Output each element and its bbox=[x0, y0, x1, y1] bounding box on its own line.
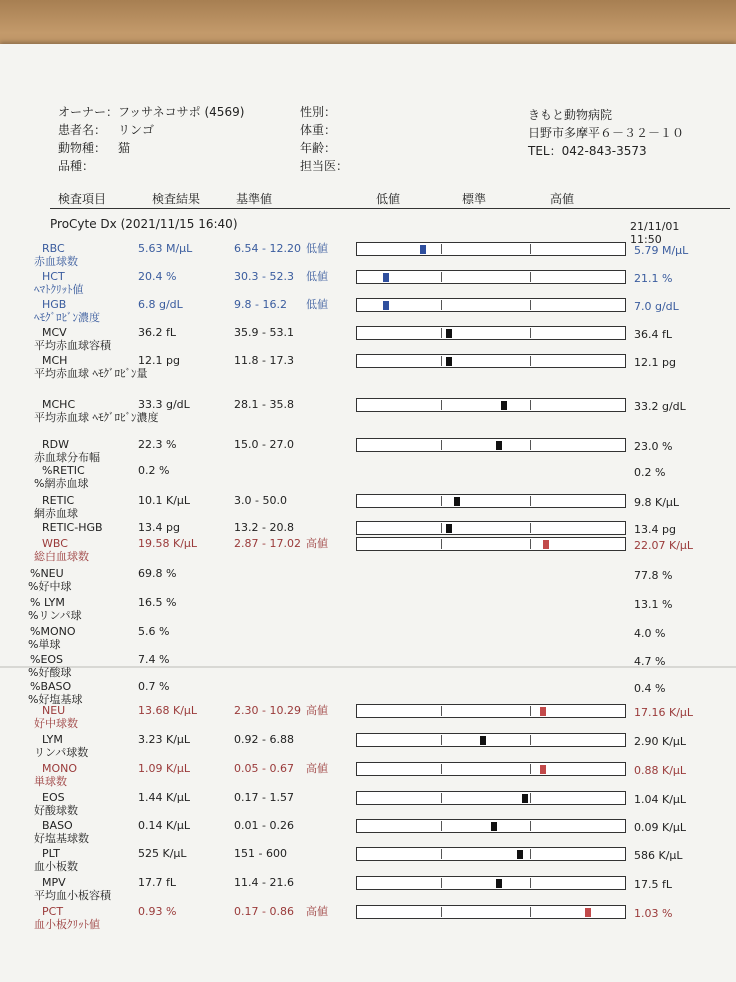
test-result: 16.5 % bbox=[138, 596, 177, 609]
result-marker bbox=[501, 401, 507, 410]
test-result: 20.4 % bbox=[138, 270, 177, 283]
previous-time: 11:50 bbox=[630, 233, 662, 246]
header-rule bbox=[50, 208, 730, 209]
test-name-jp: 平均血小板容積 bbox=[34, 889, 111, 902]
reference-range: 2.87 - 17.02 bbox=[234, 537, 301, 550]
range-tick bbox=[441, 272, 442, 282]
range-tick bbox=[530, 735, 531, 745]
test-name-jp: 好酸球数 bbox=[34, 804, 78, 817]
result-marker bbox=[585, 908, 591, 917]
range-tick bbox=[441, 300, 442, 310]
range-tick bbox=[530, 539, 531, 549]
range-tick bbox=[441, 821, 442, 831]
test-result: 22.3 % bbox=[138, 438, 177, 451]
range-tick bbox=[441, 907, 442, 917]
result-marker bbox=[446, 329, 452, 338]
range-tick bbox=[530, 496, 531, 506]
result-marker bbox=[496, 441, 502, 450]
range-tick bbox=[441, 400, 442, 410]
patient-value: リンゴ bbox=[118, 123, 155, 137]
test-result: 1.09 K/μL bbox=[138, 762, 191, 775]
clinic-name: きもと動物病院 bbox=[528, 108, 613, 122]
abnormal-flag: 高値 bbox=[306, 905, 328, 918]
test-result: 10.1 K/μL bbox=[138, 494, 191, 507]
test-name: MONO bbox=[42, 762, 78, 775]
species-value: 猫 bbox=[118, 141, 131, 155]
range-tick bbox=[441, 878, 442, 888]
range-bar bbox=[356, 354, 626, 368]
range-tick bbox=[441, 706, 442, 716]
reference-range: 35.9 - 53.1 bbox=[234, 326, 294, 339]
test-name-jp: %単球 bbox=[28, 638, 61, 651]
range-bar bbox=[356, 438, 626, 452]
range-tick bbox=[441, 496, 442, 506]
test-name: MCHC bbox=[42, 398, 76, 411]
test-name-jp: 好塩基球数 bbox=[34, 832, 89, 845]
range-bar bbox=[356, 326, 626, 340]
test-name-jp: 網赤血球 bbox=[34, 507, 78, 520]
test-name-jp: 平均赤血球 ﾍﾓｸﾞﾛﾋﾞﾝ量 bbox=[34, 367, 148, 380]
reference-range: 0.92 - 6.88 bbox=[234, 733, 294, 746]
range-bar bbox=[356, 819, 626, 833]
previous-result: 21.1 % bbox=[634, 272, 673, 285]
range-tick bbox=[530, 821, 531, 831]
range-bar bbox=[356, 298, 626, 312]
test-result: 3.23 K/μL bbox=[138, 733, 191, 746]
abnormal-flag: 低値 bbox=[306, 242, 328, 255]
test-name: LYM bbox=[42, 733, 63, 746]
test-result: 1.44 K/μL bbox=[138, 791, 191, 804]
test-result: 33.3 g/dL bbox=[138, 398, 190, 411]
range-tick bbox=[441, 440, 442, 450]
age-label: 年齢： bbox=[300, 141, 337, 155]
previous-date: 21/11/01 bbox=[630, 220, 680, 233]
result-marker bbox=[446, 357, 452, 366]
previous-result: 23.0 % bbox=[634, 440, 673, 453]
result-marker bbox=[454, 497, 460, 506]
reference-range: 6.54 - 12.20 bbox=[234, 242, 301, 255]
test-name-jp: %好酸球 bbox=[28, 666, 72, 679]
result-marker bbox=[543, 540, 549, 549]
previous-result: 7.0 g/dL bbox=[634, 300, 679, 313]
clinic-tel: TEL：042-843-3573 bbox=[528, 144, 647, 158]
test-name: HGB bbox=[42, 298, 67, 311]
range-tick bbox=[441, 764, 442, 774]
result-marker bbox=[491, 822, 497, 831]
test-name-jp: 血小板数 bbox=[34, 860, 78, 873]
range-tick bbox=[530, 878, 531, 888]
test-name: HCT bbox=[42, 270, 65, 283]
test-result: 5.63 M/μL bbox=[138, 242, 193, 255]
range-tick bbox=[530, 400, 531, 410]
range-tick bbox=[530, 300, 531, 310]
range-bar bbox=[356, 847, 626, 861]
range-tick bbox=[530, 523, 531, 533]
reference-range: 3.0 - 50.0 bbox=[234, 494, 287, 507]
result-marker bbox=[522, 794, 528, 803]
range-bar bbox=[356, 791, 626, 805]
reference-range: 9.8 - 16.2 bbox=[234, 298, 287, 311]
test-name: %EOS bbox=[30, 653, 64, 666]
range-bar bbox=[356, 876, 626, 890]
previous-result: 12.1 pg bbox=[634, 356, 676, 369]
test-name: RBC bbox=[42, 242, 65, 255]
range-bar bbox=[356, 270, 626, 284]
sex-label: 性別： bbox=[300, 105, 337, 119]
test-result: 19.58 K/μL bbox=[138, 537, 198, 550]
test-name-jp: 赤血球分布幅 bbox=[34, 451, 100, 464]
result-marker bbox=[517, 850, 523, 859]
test-result: 36.2 fL bbox=[138, 326, 176, 339]
test-name-jp: %好塩基球 bbox=[28, 693, 83, 706]
previous-result: 0.88 K/μL bbox=[634, 764, 687, 777]
previous-result: 1.04 K/μL bbox=[634, 793, 687, 806]
test-name: RETIC bbox=[42, 494, 75, 507]
previous-result: 17.16 K/μL bbox=[634, 706, 694, 719]
test-result: 17.7 fL bbox=[138, 876, 176, 889]
range-tick bbox=[530, 356, 531, 366]
test-name: RETIC-HGB bbox=[42, 521, 103, 534]
test-name: PLT bbox=[42, 847, 60, 860]
previous-result: 22.07 K/μL bbox=[634, 539, 694, 552]
col-high-header: 高値 bbox=[550, 192, 575, 206]
previous-result: 9.8 K/μL bbox=[634, 496, 680, 509]
test-name-jp: ﾍﾓｸﾞﾛﾋﾞﾝ濃度 bbox=[34, 311, 100, 324]
reference-range: 15.0 - 27.0 bbox=[234, 438, 294, 451]
range-tick bbox=[441, 793, 442, 803]
result-marker bbox=[383, 301, 389, 310]
owner-value: フッサネコサポ (4569) bbox=[118, 105, 245, 119]
previous-result: 4.7 % bbox=[634, 655, 666, 668]
test-name: MCH bbox=[42, 354, 68, 367]
previous-result: 13.4 pg bbox=[634, 523, 676, 536]
previous-result: 586 K/μL bbox=[634, 849, 683, 862]
range-bar bbox=[356, 733, 626, 747]
previous-result: 2.90 K/μL bbox=[634, 735, 687, 748]
test-name: %BASO bbox=[30, 680, 72, 693]
reference-range: 0.05 - 0.67 bbox=[234, 762, 294, 775]
test-result: 7.4 % bbox=[138, 653, 170, 666]
range-tick bbox=[530, 440, 531, 450]
range-tick bbox=[441, 244, 442, 254]
test-name: %MONO bbox=[30, 625, 76, 638]
result-marker bbox=[383, 273, 389, 282]
previous-result: 77.8 % bbox=[634, 569, 673, 582]
range-tick bbox=[441, 735, 442, 745]
instrument-line: ProCyte Dx (2021/11/15 16:40) bbox=[50, 217, 238, 231]
reference-range: 11.8 - 17.3 bbox=[234, 354, 294, 367]
previous-result: 13.1 % bbox=[634, 598, 673, 611]
range-tick bbox=[530, 764, 531, 774]
patient-label: 患者名： bbox=[58, 123, 107, 137]
test-name: MPV bbox=[42, 876, 66, 889]
reference-range: 11.4 - 21.6 bbox=[234, 876, 294, 889]
test-result: 13.68 K/μL bbox=[138, 704, 198, 717]
test-name: MCV bbox=[42, 326, 67, 339]
test-result: 13.4 pg bbox=[138, 521, 180, 534]
range-bar bbox=[356, 537, 626, 551]
result-marker bbox=[420, 245, 426, 254]
range-bar bbox=[356, 398, 626, 412]
abnormal-flag: 高値 bbox=[306, 762, 328, 775]
col-low-header: 低値 bbox=[376, 192, 401, 206]
test-result: 5.6 % bbox=[138, 625, 170, 638]
breed-label: 品種： bbox=[58, 159, 95, 173]
range-tick bbox=[530, 272, 531, 282]
col-reference-header: 基準値 bbox=[236, 192, 273, 206]
test-result: 0.2 % bbox=[138, 464, 170, 477]
test-name-jp: ﾍﾏﾄｸﾘｯﾄ値 bbox=[34, 283, 84, 296]
test-name: %NEU bbox=[30, 567, 64, 580]
range-tick bbox=[441, 523, 442, 533]
range-tick bbox=[530, 706, 531, 716]
test-result: 0.93 % bbox=[138, 905, 177, 918]
test-name: %RETIC bbox=[42, 464, 85, 477]
test-result: 6.8 g/dL bbox=[138, 298, 183, 311]
test-result: 12.1 pg bbox=[138, 354, 180, 367]
range-tick bbox=[441, 328, 442, 338]
previous-result: 33.2 g/dL bbox=[634, 400, 686, 413]
test-name-jp: リンパ球数 bbox=[34, 746, 89, 759]
result-marker bbox=[496, 879, 502, 888]
previous-result: 0.09 K/μL bbox=[634, 821, 687, 834]
weight-label: 体重： bbox=[300, 123, 337, 137]
test-name: WBC bbox=[42, 537, 68, 550]
reference-range: 0.17 - 0.86 bbox=[234, 905, 294, 918]
test-name-jp: 単球数 bbox=[34, 775, 67, 788]
test-name-jp: 総白血球数 bbox=[34, 550, 89, 563]
previous-result: 36.4 fL bbox=[634, 328, 672, 341]
reference-range: 151 - 600 bbox=[234, 847, 287, 860]
range-tick bbox=[441, 539, 442, 549]
test-result: 525 K/μL bbox=[138, 847, 187, 860]
col-result-header: 検査結果 bbox=[152, 192, 201, 206]
lab-report-sheet bbox=[0, 44, 736, 982]
abnormal-flag: 低値 bbox=[306, 298, 328, 311]
range-tick bbox=[530, 907, 531, 917]
result-marker bbox=[540, 707, 546, 716]
previous-result: 17.5 fL bbox=[634, 878, 672, 891]
previous-result: 0.4 % bbox=[634, 682, 666, 695]
previous-result: 5.79 M/μL bbox=[634, 244, 689, 257]
col-normal-header: 標準 bbox=[462, 192, 487, 206]
range-tick bbox=[530, 328, 531, 338]
previous-result: 4.0 % bbox=[634, 627, 666, 640]
test-result: 0.14 K/μL bbox=[138, 819, 191, 832]
range-bar bbox=[356, 905, 626, 919]
test-name-jp: %好中球 bbox=[28, 580, 72, 593]
range-bar bbox=[356, 762, 626, 776]
test-name-jp: 赤血球数 bbox=[34, 255, 78, 268]
test-name: RDW bbox=[42, 438, 69, 451]
previous-result: 1.03 % bbox=[634, 907, 673, 920]
range-bar bbox=[356, 242, 626, 256]
range-tick bbox=[441, 356, 442, 366]
reference-range: 2.30 - 10.29 bbox=[234, 704, 301, 717]
test-result: 69.8 % bbox=[138, 567, 177, 580]
range-tick bbox=[441, 849, 442, 859]
test-name-jp: 好中球数 bbox=[34, 717, 78, 730]
test-name: BASO bbox=[42, 819, 73, 832]
clinic-address: 日野市多摩平６－３２－１０ bbox=[528, 126, 685, 140]
range-tick bbox=[530, 793, 531, 803]
col-item-header: 検査項目 bbox=[58, 192, 107, 206]
test-name: PCT bbox=[42, 905, 64, 918]
test-name-jp: %網赤血球 bbox=[34, 477, 89, 490]
result-marker bbox=[480, 736, 486, 745]
reference-range: 0.17 - 1.57 bbox=[234, 791, 294, 804]
owner-label: オーナー： bbox=[58, 105, 119, 119]
range-bar bbox=[356, 521, 626, 535]
range-bar bbox=[356, 704, 626, 718]
reference-range: 0.01 - 0.26 bbox=[234, 819, 294, 832]
test-name: EOS bbox=[42, 791, 65, 804]
test-name-jp: %リンパ球 bbox=[28, 609, 82, 622]
test-name-jp: 平均赤血球 ﾍﾓｸﾞﾛﾋﾞﾝ濃度 bbox=[34, 411, 159, 424]
test-name: NEU bbox=[42, 704, 66, 717]
test-name-jp: 平均赤血球容積 bbox=[34, 339, 111, 352]
reference-range: 28.1 - 35.8 bbox=[234, 398, 294, 411]
range-tick bbox=[530, 244, 531, 254]
previous-result: 0.2 % bbox=[634, 466, 666, 479]
reference-range: 30.3 - 52.3 bbox=[234, 270, 294, 283]
species-label: 動物種： bbox=[58, 141, 107, 155]
result-marker bbox=[446, 524, 452, 533]
abnormal-flag: 高値 bbox=[306, 704, 328, 717]
result-marker bbox=[540, 765, 546, 774]
doctor-label: 担当医： bbox=[300, 159, 349, 173]
reference-range: 13.2 - 20.8 bbox=[234, 521, 294, 534]
test-name: % LYM bbox=[30, 596, 65, 609]
abnormal-flag: 高値 bbox=[306, 537, 328, 550]
abnormal-flag: 低値 bbox=[306, 270, 328, 283]
test-name-jp: 血小板ｸﾘｯﾄ値 bbox=[34, 918, 100, 931]
paper-fold bbox=[0, 666, 736, 668]
range-tick bbox=[530, 849, 531, 859]
test-result: 0.7 % bbox=[138, 680, 170, 693]
range-bar bbox=[356, 494, 626, 508]
